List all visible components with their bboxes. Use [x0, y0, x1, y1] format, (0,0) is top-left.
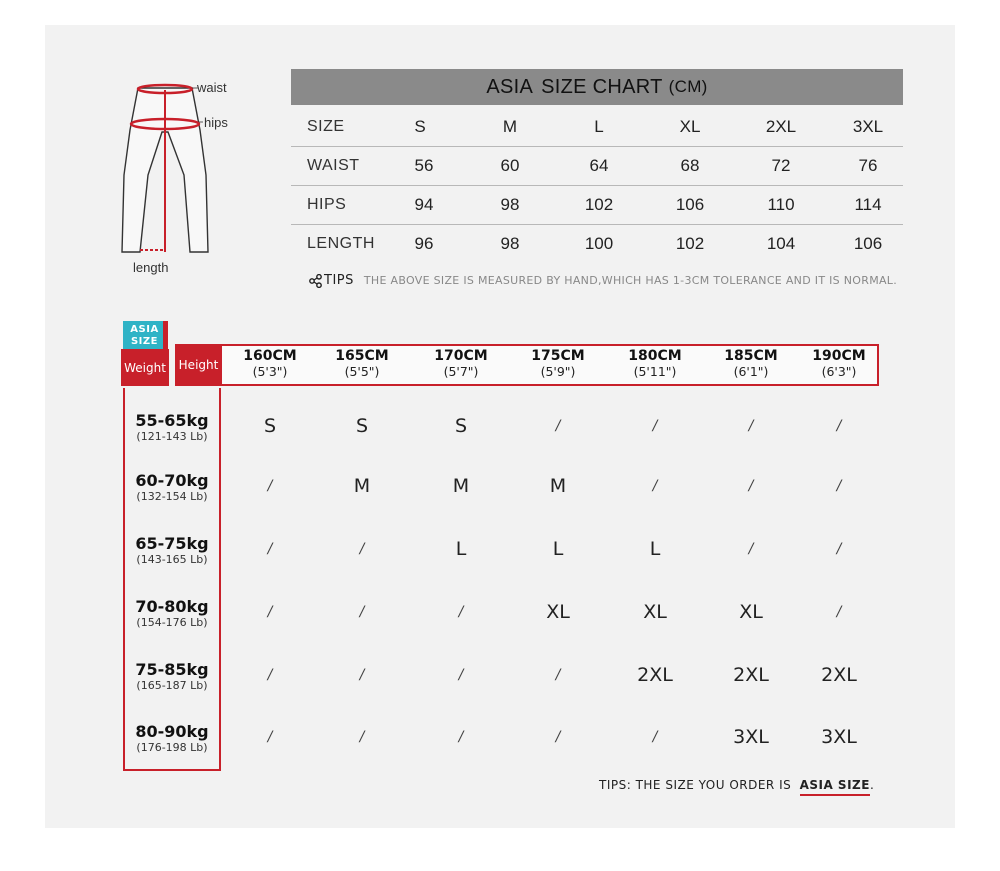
title-asia: ASIA	[486, 75, 534, 98]
weight-kg: 70-80kg	[135, 597, 209, 616]
grid-cell: /	[359, 729, 365, 745]
weight-lb: (154-176 Lb)	[136, 616, 208, 629]
grid-cell: /	[267, 729, 273, 745]
grid-cell: XL	[546, 601, 570, 623]
grid-cell: 3XL	[733, 726, 769, 748]
grid-cell: /	[458, 667, 464, 683]
grid-cell: L	[649, 538, 661, 560]
table-cell: 106	[675, 194, 705, 214]
table-cell: 98	[500, 194, 520, 214]
table-cell: 114	[854, 194, 882, 214]
table-cell: 60	[500, 155, 520, 175]
title-unit: (CM)	[668, 77, 708, 96]
height-tab: Height	[175, 344, 222, 386]
table-cell: 102	[584, 194, 614, 214]
height-col-165: 165CM (5'5")	[335, 348, 389, 379]
size-header-row	[291, 107, 903, 147]
size-col-m: M	[502, 116, 518, 136]
size-col-3xl: 3XL	[852, 116, 884, 136]
size-col-l: L	[594, 116, 604, 136]
table-cell: 56	[414, 155, 434, 175]
grid-cell: /	[267, 478, 273, 494]
grid-cell: S	[454, 415, 468, 437]
table-cell: 72	[771, 155, 791, 175]
grid-cell: /	[748, 418, 754, 434]
grid-cell: /	[555, 729, 561, 745]
grid-cell: /	[555, 667, 561, 683]
grid-cell: S	[263, 415, 277, 437]
weight-kg: 80-90kg	[135, 722, 209, 741]
row-label: WAIST	[307, 156, 360, 174]
grid-cell: /	[652, 729, 658, 745]
size-header-label: SIZE	[307, 117, 345, 135]
table-cell: 102	[675, 233, 705, 253]
grid-cell: /	[267, 604, 273, 620]
grid-cell: XL	[739, 601, 763, 623]
grid-cell: /	[748, 478, 754, 494]
measure-tips	[309, 273, 897, 288]
table-cell: 68	[680, 155, 700, 175]
grid-cell: /	[836, 541, 842, 557]
size-col-2xl: 2XL	[765, 116, 797, 136]
weight-lb: (132-154 Lb)	[136, 490, 208, 503]
size-col-s: S	[414, 116, 426, 136]
row-label: HIPS	[307, 195, 347, 213]
badge-line: SIZE	[130, 336, 158, 347]
order-tips-text: TIPS: THE SIZE YOU ORDER IS	[599, 778, 792, 792]
weight-row-label	[123, 662, 221, 694]
size-col-xl: XL	[679, 116, 701, 136]
tips-label: TIPS	[324, 273, 354, 288]
weight-kg: 65-75kg	[135, 534, 209, 553]
weight-kg: 60-70kg	[135, 471, 209, 490]
hips-label: hips	[204, 115, 228, 130]
weight-row-label	[123, 413, 221, 445]
grid-cell: 2XL	[821, 664, 857, 686]
row-label: LENGTH	[307, 234, 375, 252]
table-cell: 110	[767, 194, 795, 214]
height-col-185: 185CM (6'1")	[724, 348, 778, 379]
grid-cell: 2XL	[733, 664, 769, 686]
grid-cell: /	[836, 418, 842, 434]
grid-cell: /	[748, 541, 754, 557]
table-cell: 64	[589, 155, 609, 175]
grid-cell: /	[836, 478, 842, 494]
grid-cell: /	[359, 541, 365, 557]
weight-row-label	[123, 473, 221, 505]
weight-column-box	[123, 388, 221, 771]
order-tips-highlight: ASIA SIZE	[800, 778, 870, 796]
waist-label: waist	[197, 80, 227, 95]
grid-cell: 3XL	[821, 726, 857, 748]
title-size-chart: SIZE CHART	[541, 75, 663, 98]
height-col-170: 170CM (5'7")	[434, 348, 488, 379]
weight-row-label	[123, 599, 221, 631]
grid-cell: M	[452, 475, 470, 497]
length-row	[291, 224, 903, 263]
tips-text: THE ABOVE SIZE IS MEASURED BY HAND,WHICH HAS 1-3CM TOLERANCE AND IT IS NORMAL.	[363, 274, 898, 287]
badge-line: ASIA	[130, 324, 159, 335]
height-col-160: 160CM (5'3")	[243, 348, 297, 379]
pants-diagram-icon	[110, 80, 210, 260]
grid-cell: L	[552, 538, 564, 560]
grid-cell: /	[458, 604, 464, 620]
height-col-190: 190CM (6'3")	[812, 348, 866, 379]
table-cell: 76	[858, 155, 878, 175]
grid-cell: L	[455, 538, 467, 560]
weight-kg: 55-65kg	[135, 411, 209, 430]
table-cell: 104	[766, 233, 796, 253]
table-cell: 106	[853, 233, 883, 253]
table-cell: 100	[584, 233, 614, 253]
weight-tab: Weight	[121, 349, 169, 386]
grid-cell: /	[652, 478, 658, 494]
grid-cell: /	[359, 667, 365, 683]
table-cell: 96	[414, 233, 434, 253]
weight-kg: 75-85kg	[135, 660, 209, 679]
weight-lb: (121-143 Lb)	[136, 430, 208, 443]
grid-cell: /	[267, 541, 273, 557]
waist-row	[291, 146, 903, 186]
table-cell: 94	[414, 194, 434, 214]
weight-lb: (143-165 Lb)	[136, 553, 208, 566]
weight-row-label	[123, 724, 221, 756]
grid-cell: 2XL	[637, 664, 673, 686]
grid-cell: /	[267, 667, 273, 683]
size-chart-title	[291, 69, 903, 105]
grid-cell: /	[555, 418, 561, 434]
height-col-175: 175CM (5'9")	[531, 348, 585, 379]
weight-lb: (165-187 Lb)	[136, 679, 208, 692]
grid-cell: /	[458, 729, 464, 745]
grid-cell: /	[359, 604, 365, 620]
grid-cell: XL	[643, 601, 667, 623]
hips-row	[291, 185, 903, 225]
length-label: length	[133, 260, 169, 275]
grid-cell: M	[549, 475, 567, 497]
grid-cell: /	[652, 418, 658, 434]
height-col-180: 180CM (5'11")	[628, 348, 682, 379]
grid-cell: M	[353, 475, 371, 497]
table-cell: 98	[500, 233, 520, 253]
share-icon	[309, 274, 322, 288]
grid-cell: S	[355, 415, 369, 437]
order-tips	[599, 778, 874, 792]
order-tips-end: .	[869, 778, 875, 792]
weight-row-label	[123, 536, 221, 568]
weight-lb: (176-198 Lb)	[136, 741, 208, 754]
grid-cell: /	[836, 604, 842, 620]
